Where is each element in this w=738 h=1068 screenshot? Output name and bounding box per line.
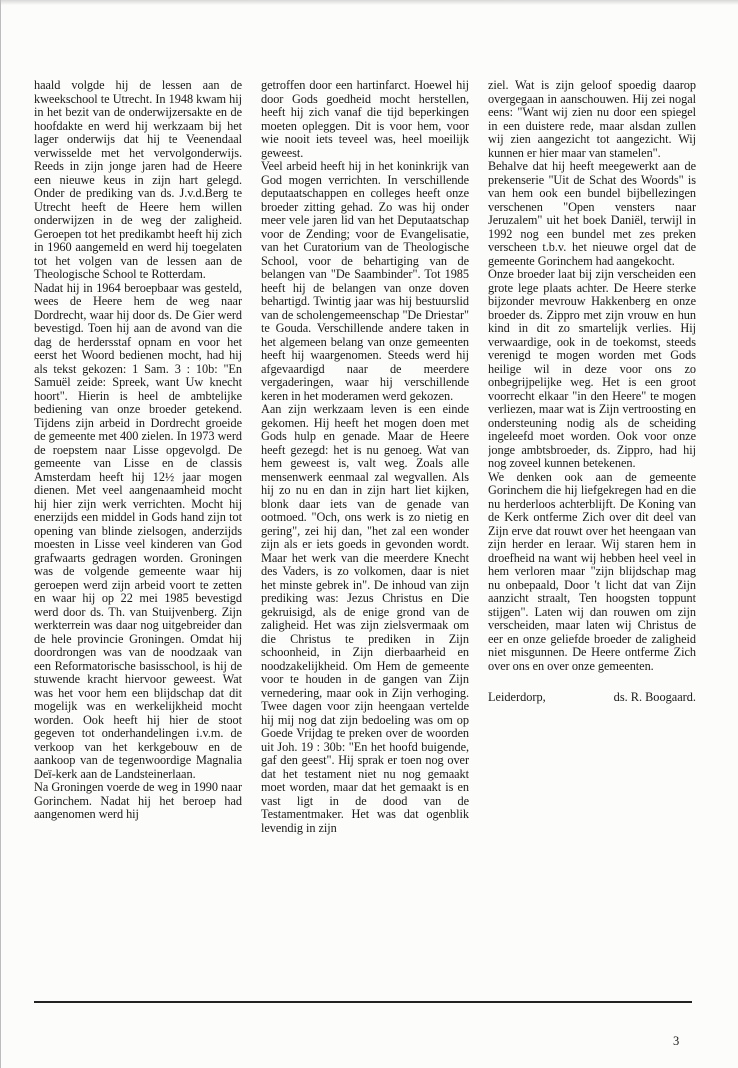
paragraph: Onze broeder laat bij zijn verscheiden een grote lege plaats achter. De Heere sterke bijzonder mevrouw Hakkenberg en onze broeder ds. Zippro met zijn vrouw en hun kind in dit zo smartelijk verlies. Hij verwaardige, ook in de toekomst, steeds verenigd te mogen worden met Gods heilige wil in deze voor ons zo onbegrijpelijke weg. Het is een groot voorrecht elkaar "in den Heere" te mogen verliezen, maar wat is Zijn vertroosting en ondersteuning nodig als de scheiding ingeleefd moet worden. Ook voor onze jonge ambtsbroeder, ds. Zippro, had hij nog zoveel kunnen betekenen. bbox=[488, 267, 696, 470]
paragraph: ziel. Wat is zijn geloof spoedig daarop overgegaan in aanschouwen. Hij zei nogal eens: "Want wij zien nu door een spiegel in een duistere rede, maar alsdan zullen wij zien aangezicht tot aangezicht. Wij kunnen er hier maar van stamelen". bbox=[488, 79, 696, 160]
paragraph: Na Groningen voerde de weg in 1990 naar Gorinchem. Nadat hij het beroep had aangenomen werd hij bbox=[34, 780, 242, 821]
paragraph: Aan zijn werkzaam leven is een einde gekomen. Hij heeft het mogen doen met Gods hulp en genade. Maar de Heere heeft gezegd: het is nu genoeg. Wat van hem geweest is, valt weg. Zoals alle mensenwerk eenmaal zal wegvallen. Als hij zo nu en dan in zijn hart liet kijken, blonk daar iets van de genade van ootmoed. "Och, ons werk is zo nietig en gering", zei hij dan, "het zal een wonder zijn als er iets goeds in gevonden wordt. Maar het werk van die meerdere Knecht des Vaders, is zo volkomen, daar is niet het minste gebrek in". De inhoud van zijn prediking was: Jezus Christus en Die gekruisigd, als de enige grond van de zaligheid. Het was zijn zielsvermaak om die Christus te prediken in Zijn schoonheid, in Zijn dierbaarheid en noodzakelijkheid. Om Hem de gemeente voor te houden in de gangen van Zijn vernedering, maar ook in Zijn verhoging. Twee dagen voor zijn heengaan vertelde hij mij nog dat zijn bedoeling was om op Goede Vrijdag te preken over de woorden uit Joh. 19 : 30b: "En het hoofd buigende, gaf den geest". Hij sprak er toen nog over dat het testament niet nu nog gemaakt moet worden, maar dat het gemaakt is en vast ligt in de dood van de Testamentmaker. Het was dat ogenblik levendig in zijn bbox=[261, 402, 469, 835]
paragraph: haald volgde hij de lessen aan de kweekschool te Utrecht. In 1948 kwam hij in het bezit van de onderwijzersakte en de hoofdakte en werd hij werkzaam bij het lager onderwijs dat hij te Veenendaal verwisselde met het vervolgonderwijs. Reeds in zijn jonge jaren had de Heere een nieuwe keus in zijn hart gelegd. Onder de prediking van ds. J.v.d.Berg te Utrecht heeft de Heere hem willen onderwijzen in de weg der zaligheid. Geroepen tot het predikambt heeft hij zich in 1960 aangemeld en werd hij toegelaten tot het volgen van de lessen aan de Theologische School te Rotterdam. bbox=[34, 79, 242, 281]
page-number: 3 bbox=[673, 1034, 680, 1048]
column-3 bbox=[488, 79, 696, 899]
paragraph: Behalve dat hij heeft meegewerkt aan de prekenserie "Uit de Schat des Woords" is van hem ook een bundel bijbellezingen verschenen "Open vensters naar Jeruzalem" uit het boek Daniël, terwijl in 1992 nog een bundel met zes preken verscheen t.b.v. het nieuwe orgel dat de gemeente Gorinchem had aangekocht. bbox=[488, 159, 696, 268]
paragraph: Nadat hij in 1964 beroepbaar was gesteld, wees de Heere hem de weg naar Dordrecht, waar hij door ds. De Gier werd bevestigd. Toen hij aan de avond van die dag de herdersstaf opnam en voor het eerst het Woord bedienen mocht, had hij als tekst gekozen: 1 Sam. 3 : 10b: "En Samuël zeide: Spreek, want Uw knecht hoort". Hierin is heel de ambtelijke bediening van onze broeder getekend. Tijdens zijn arbeid in Dordrecht groeide de gemeente met 400 zielen. In 1973 werd de roepstem naar Lisse opgevolgd. De gemeente van Lisse en de classis Amsterdam heeft hij 12½ jaar mogen dienen. Met veel aangenaamheid mocht hij hier zijn werk verrichten. Mocht hij enerzijds een middel in Gods hand zijn tot opening van blinde zielsogen, anderzijds moesten in Lisse veel kinderen van God grafwaarts gedragen worden. Groningen was de volgende gemeente waar hij geroepen werd zijn arbeid voort te zetten en waar hij op 22 mei 1985 bevestigd werd door ds. Th. van Stuijvenberg. Zijn werkterrein was daar nog uitgebreider dan de hele provincie Groningen. Omdat hij doordrongen was van de noodzaak van een Reformatorische basisschool, is hij de stuwende kracht hiervoor geweest. Wat was het voor hem een blijdschap dat dit mogelijk was en werkelijkheid mocht worden. Ook heeft hij hier de stoot gegeven tot onderhandelingen i.v.m. de verkoop van het kerkgebouw en de aankoop van de tegenwoordige Magnalia Deï-kerk aan de Landsteinerlaan. bbox=[34, 280, 242, 781]
signature-place: Leiderdorp, bbox=[488, 690, 546, 704]
column-1 bbox=[34, 79, 242, 899]
paragraph: getroffen door een hartinfarct. Hoewel hij door Gods goedheid mocht herstellen, heeft hij zich vanaf die tijd beperkingen moeten opleggen. Dit is voor hem, voor wie nooit iets teveel was, heel moeilijk geweest. bbox=[261, 79, 469, 160]
paragraph: Veel arbeid heeft hij in het koninkrijk van God mogen verrichten. In verschillende deputaatschappen en colleges heeft onze broeder zitting gehad. Zo was hij onder meer vele jaren lid van het Deputaatschap voor de Zending; voor de Evangelisatie, van het Curatorium van de Theologische School, voor de behartiging van de belangen van "De Saambinder". Tot 1985 heeft hij de belangen van onze doven behartigd. Twintig jaar was hij bestuurslid van de scholengemeenschap "De Driestar" te Gouda. Verschillende andere taken in het algemeen belang van onze gemeenten heeft hij waargenomen. Steeds werd hij afgevaardigd naar de meerdere vergaderingen, waar hij verschillende keren in het moderamen werd gekozen. bbox=[261, 159, 469, 403]
paragraph: We denken ook aan de gemeente Gorinchem die hij liefgekregen had en die nu herderloos achterblijft. De Koning van de Kerk ontferme Zich over dit deel van Zijn erve dat rouwt over het heengaan van zijn herder en leraar. Wij staren hem in droefheid na want wij hebben heel veel in hem verloren maar "zijn blijdschap mag nu onbepaald, Door 't licht dat van Zijn aanzicht straalt, Ten hoogsten toppunt stijgen". Laten wij dan rouwen om zijn verscheiden, maar laten wij Christus de eer en onze geliefde broeder de zaligheid niet misgunnen. De Heere ontferme Zich over ons en over onze gemeenten. bbox=[488, 469, 696, 673]
footer-rule bbox=[34, 1001, 692, 1003]
signature-line bbox=[488, 691, 696, 705]
article-body bbox=[34, 79, 696, 899]
signature-author: ds. R. Boogaard. bbox=[613, 690, 696, 704]
column-2 bbox=[261, 79, 469, 899]
scan-top-edge bbox=[1, 0, 738, 5]
